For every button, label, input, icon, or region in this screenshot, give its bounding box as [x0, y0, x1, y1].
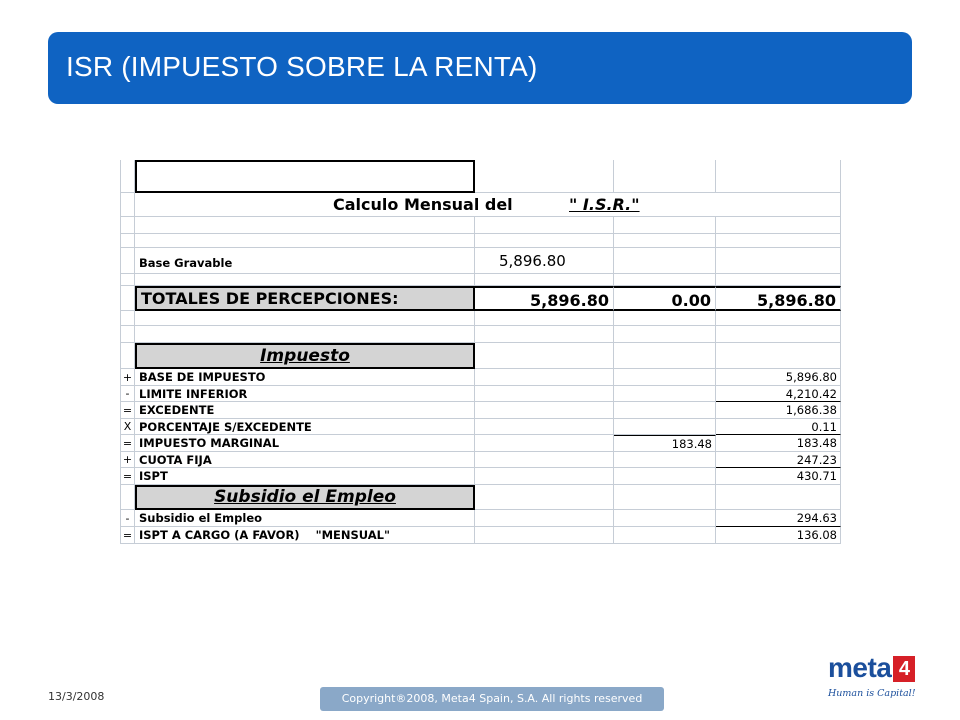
cell [120, 248, 135, 274]
cell [120, 217, 135, 234]
cell [716, 234, 841, 248]
cell [475, 217, 614, 234]
row-label: PORCENTAJE S/EXCEDENTE [135, 419, 475, 435]
cell [614, 274, 716, 286]
cell [475, 311, 614, 326]
cell [614, 311, 716, 326]
row-col1 [475, 419, 614, 435]
cell [716, 248, 841, 274]
totales-col1: 5,896.80 [475, 286, 614, 311]
totales-label: TOTALES DE PERCEPCIONES: [135, 286, 475, 311]
row-col1 [475, 402, 614, 419]
row-col1 [475, 452, 614, 468]
cell [135, 234, 475, 248]
row-value: 430.71 [716, 468, 841, 485]
logo-digit: 4 [893, 656, 915, 682]
row-label: Subsidio el Empleo [135, 510, 475, 527]
cell [614, 217, 716, 234]
sheet-heading-isr: " I.S.R." [569, 195, 640, 214]
sheet-heading-row [135, 193, 841, 217]
cell [120, 286, 135, 311]
base-gravable-label: Base Gravable [135, 248, 475, 274]
row-value: 5,896.80 [716, 369, 841, 386]
spreadsheet [120, 160, 841, 544]
base-gravable-value: 5,896.80 [475, 248, 614, 274]
cell [120, 326, 135, 343]
totales-col3: 5,896.80 [716, 286, 841, 311]
cell [614, 485, 716, 510]
subsidio-header: Subsidio el Empleo [135, 485, 475, 510]
operator: = [120, 527, 135, 544]
cell [475, 326, 614, 343]
row-col1 [475, 468, 614, 485]
meta4-logo [828, 652, 916, 699]
operator: - [120, 386, 135, 402]
row-col1 [475, 435, 614, 452]
cell [135, 217, 475, 234]
cell [475, 527, 614, 544]
cell [614, 343, 716, 369]
row-mid [614, 419, 716, 435]
slide-title: ISR (IMPUESTO SOBRE LA RENTA) [66, 51, 538, 82]
row-mid [614, 468, 716, 485]
cell [120, 311, 135, 326]
row-mid [614, 369, 716, 386]
cell [135, 326, 475, 343]
cell [716, 485, 841, 510]
selected-cell[interactable] [135, 160, 475, 193]
row-value: 183.48 [716, 435, 841, 452]
cell [614, 248, 716, 274]
row-mid: 183.48 [614, 435, 716, 452]
row-mid [614, 452, 716, 468]
operator: = [120, 468, 135, 485]
cell [475, 343, 614, 369]
row-value: 247.23 [716, 452, 841, 468]
title-bar [48, 32, 912, 104]
row-label: ISPT A CARGO (A FAVOR) "MENSUAL" [135, 527, 475, 544]
row-label: LIMITE INFERIOR [135, 386, 475, 402]
totales-col2: 0.00 [614, 286, 716, 311]
cell [614, 326, 716, 343]
row-label: CUOTA FIJA [135, 452, 475, 468]
cell [120, 193, 135, 217]
cell [614, 510, 716, 527]
cell [120, 234, 135, 248]
operator: + [120, 369, 135, 386]
cell [475, 485, 614, 510]
operator: + [120, 452, 135, 468]
cell [716, 326, 841, 343]
operator: - [120, 510, 135, 527]
cell [716, 343, 841, 369]
row-value: 1,686.38 [716, 402, 841, 419]
impuesto-header: Impuesto [135, 343, 475, 369]
cell [716, 217, 841, 234]
slide-date: 13/3/2008 [48, 690, 105, 703]
cell [135, 311, 475, 326]
cell [716, 160, 841, 193]
row-value: 4,210.42 [716, 386, 841, 402]
row-value: 136.08 [716, 527, 841, 544]
row-label: ISPT [135, 468, 475, 485]
cell [475, 510, 614, 527]
row-mid [614, 386, 716, 402]
copyright-bar: Copyright®2008, Meta4 Spain, S.A. All rights reserved [320, 687, 664, 711]
operator: = [120, 435, 135, 452]
cell [135, 274, 475, 286]
row-value: 294.63 [716, 510, 841, 527]
row-col1 [475, 369, 614, 386]
cell [120, 485, 135, 510]
cell [716, 274, 841, 286]
sheet-heading: Calculo Mensual del [333, 195, 513, 214]
cell [120, 343, 135, 369]
row-label: IMPUESTO MARGINAL [135, 435, 475, 452]
row-label: EXCEDENTE [135, 402, 475, 419]
logo-word: meta [828, 652, 892, 683]
row-col1 [475, 386, 614, 402]
cell [475, 160, 614, 193]
row-value: 0.11 [716, 419, 841, 435]
cell [614, 160, 716, 193]
cell [614, 527, 716, 544]
cell [120, 160, 135, 193]
cell [614, 234, 716, 248]
cell [475, 234, 614, 248]
row-label: BASE DE IMPUESTO [135, 369, 475, 386]
cell [475, 274, 614, 286]
row-mid [614, 402, 716, 419]
operator: = [120, 402, 135, 419]
cell [716, 311, 841, 326]
cell [120, 274, 135, 286]
operator: X [120, 419, 135, 435]
logo-tagline: Human is Capital! [828, 688, 916, 699]
